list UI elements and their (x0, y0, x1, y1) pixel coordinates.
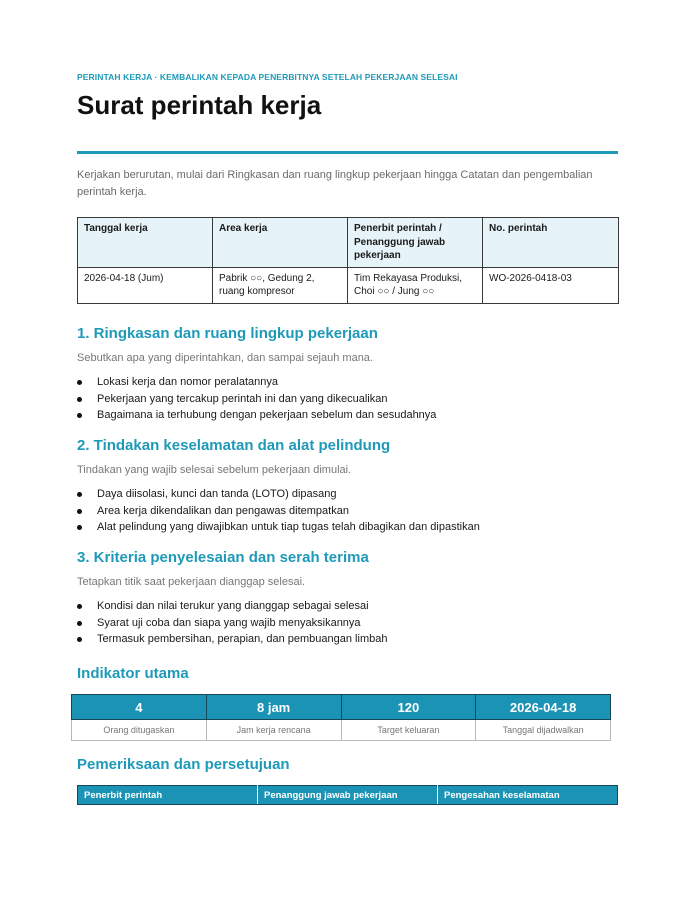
list-item-text: Pekerjaan yang tercakup perintah ini dan yang dikecualikan (97, 392, 388, 405)
section-heading-safety: 2. Tindakan keselamatan dan alat pelindung (77, 437, 391, 454)
kpi-value-output: 120 (341, 695, 476, 720)
approval-table (77, 785, 618, 805)
list-item-text: Kondisi dan nilai terukur yang dianggap sebagai selesai (97, 600, 369, 612)
approval-header-row (78, 786, 618, 805)
page-title: Surat perintah kerja (77, 90, 322, 120)
bullet-icon (77, 621, 82, 626)
bullet-icon (77, 413, 82, 418)
section-heading-scope: 1. Ringkasan dan ruang lingkup pekerjaan (77, 325, 378, 342)
bullet-icon (77, 525, 82, 530)
kpi-label-date: Tanggal dijadwalkan (476, 720, 611, 741)
list-item (77, 631, 387, 648)
list-item-text: Bagaimana ia terhubung dengan pekerjaan sebelum dan sesudahnya (97, 409, 437, 421)
list-item (77, 598, 387, 615)
section-list-completion (77, 598, 387, 648)
kpi-table (71, 694, 611, 741)
list-item (77, 486, 480, 503)
list-item (77, 374, 436, 391)
work-info-table (77, 217, 619, 304)
section-subtitle-completion: Tetapkan titik saat pekerjaan dianggap selesai. (77, 576, 306, 588)
intro-text: Kerjakan berurutan, mulai dari Ringkasan dan ruang lingkup pekerjaan hingga Catatan dan pengembalian perintah kerja. (77, 169, 593, 198)
approval-col-safety: Pengesahan keselamatan (438, 786, 618, 805)
kpi-label-output: Target keluaran (341, 720, 476, 741)
work-info-header-row (78, 218, 619, 268)
kpi-value-row (72, 695, 611, 720)
cell-issuer-supervisor: Tim Rekayasa Produksi, Choi ○○ / Jung ○○ (348, 267, 483, 303)
header-order-number: No. perintah (483, 218, 619, 268)
kpi-value-hours: 8 jam (206, 695, 341, 720)
approval-heading: Pemeriksaan dan persetujuan (77, 756, 290, 773)
bullet-icon (77, 380, 82, 385)
section-list-safety (77, 486, 480, 536)
header-issuer-supervisor: Penerbit perintah / Penanggung jawab pekerjaan (348, 218, 483, 268)
approval-col-supervisor: Penanggung jawab pekerjaan (258, 786, 438, 805)
list-item-text: Syarat uji coba dan siapa yang wajib menyaksikannya (97, 616, 361, 629)
title-divider (77, 151, 618, 154)
list-item-text: Daya diisolasi, kunci dan tanda (LOTO) dipasang (97, 488, 337, 500)
cell-work-area: Pabrik ○○, Gedung 2, ruang kompresor (213, 267, 348, 303)
bullet-icon (77, 604, 82, 609)
list-item (77, 503, 480, 520)
list-item (77, 407, 436, 424)
document-kicker: PERINTAH KERJA · KEMBALIKAN KEPADA PENERBITNYA SETELAH PEKERJAAN SELESAI (77, 72, 458, 82)
approval-col-issuer: Penerbit perintah (78, 786, 258, 805)
kpi-label-hours: Jam kerja rencana (206, 720, 341, 741)
list-item-text: Termasuk pembersihan, perapian, dan pembuangan limbah (97, 633, 388, 645)
kpi-value-staff: 4 (72, 695, 207, 720)
list-item (77, 391, 436, 408)
section-subtitle-safety: Tindakan yang wajib selesai sebelum pekerjaan dimulai. (77, 464, 352, 476)
cell-work-date: 2026-04-18 (Jum) (78, 267, 213, 303)
bullet-icon (77, 509, 82, 514)
kpi-label-row (72, 720, 611, 741)
work-info-row (78, 267, 619, 303)
section-heading-completion: 3. Kriteria penyelesaian dan serah terima (77, 549, 369, 566)
section-subtitle-scope: Sebutkan apa yang diperintahkan, dan sampai sejauh mana. (77, 352, 373, 364)
list-item-text: Lokasi kerja dan nomor peralatannya (97, 376, 279, 388)
bullet-icon (77, 397, 82, 402)
kpi-label-staff: Orang ditugaskan (72, 720, 207, 741)
list-item-text: Area kerja dikendalikan dan pengawas ditempatkan (97, 504, 349, 517)
bullet-icon (77, 492, 82, 497)
list-item (77, 519, 480, 536)
list-item (77, 615, 387, 632)
list-item-text: Alat pelindung yang diwajibkan untuk tiap tugas telah dibagikan dan dipastikan (97, 521, 480, 533)
section-list-scope (77, 374, 436, 424)
kpi-value-date: 2026-04-18 (476, 695, 611, 720)
header-work-date: Tanggal kerja (78, 218, 213, 268)
header-work-area: Area kerja (213, 218, 348, 268)
cell-order-number: WO-2026-0418-03 (483, 267, 619, 303)
kpi-heading: Indikator utama (77, 665, 189, 682)
bullet-icon (77, 637, 82, 642)
